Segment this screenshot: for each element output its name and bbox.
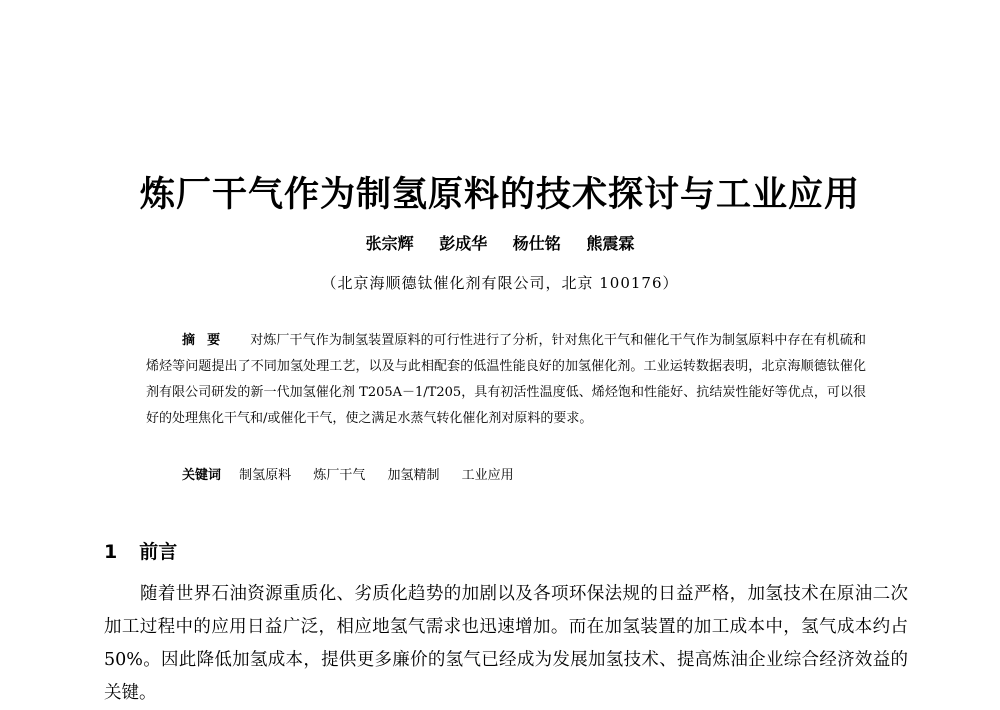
keyword: 炼厂干气 bbox=[313, 468, 366, 483]
keywords bbox=[182, 464, 862, 488]
keywords-label: 关键词 bbox=[182, 468, 222, 483]
author-list bbox=[0, 232, 1000, 256]
author-name: 杨仕铭 bbox=[512, 234, 561, 253]
author-name: 彭成华 bbox=[439, 234, 488, 253]
affiliation: （北京海顺德钛催化剂有限公司，北京 100176） bbox=[321, 274, 679, 292]
author-name: 熊震霖 bbox=[586, 234, 635, 253]
section-number: 1 bbox=[104, 541, 118, 563]
abstract bbox=[146, 328, 866, 432]
abstract-label: 摘要 bbox=[182, 333, 233, 348]
keyword: 加氢精制 bbox=[387, 468, 440, 483]
abstract-text: 对炼厂干气作为制氢装置原料的可行性进行了分析，针对焦化干气和催化干气作为制氢原料中存在有机硫和烯烃等问题提出了不同加氢处理工艺，以及与此相配套的低温性能良好的加氢催化剂。工业运转数据表明，北京海顺德钛催化剂有限公司研发的新一代加氢催化剂 T205A－1/T205，具有初活性温度低、烯烃饱和性能好、抗结炭性能好等优点，可以很好的处理焦化干气和/或催化干气，使之满足水蒸气转化催化剂对原料的要求。 bbox=[146, 333, 866, 426]
body-paragraph: 随着世界石油资源重质化、劣质化趋势的加剧以及各项环保法规的日益严格，加氢技术在原油二次加工过程中的应用日益广泛，相应地氢气需求也迅速增加。而在加氢装置的加工成本中，氢气成本约占50%。因此降低加氢成本，提供更多廉价的氢气已经成为发展加氢技术、提高炼油企业综合经济效益的关键。 bbox=[104, 584, 908, 703]
section-heading bbox=[104, 538, 177, 566]
paper-title: 炼厂干气作为制氢原料的技术探讨与工业应用 bbox=[139, 175, 860, 215]
author-name: 张宗辉 bbox=[365, 234, 414, 253]
section-title: 前言 bbox=[139, 541, 178, 563]
keyword: 制氢原料 bbox=[239, 468, 292, 483]
keyword: 工业应用 bbox=[461, 468, 514, 483]
